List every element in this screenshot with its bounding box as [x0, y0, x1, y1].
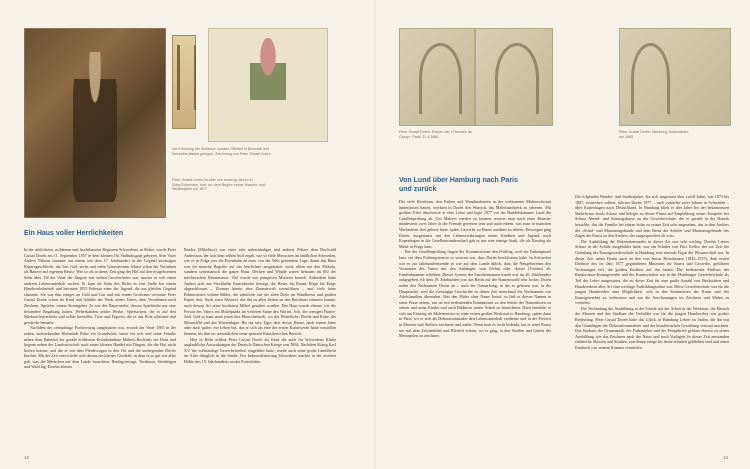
paragraph: Bei der Gesellenprüfung fingen die Kommissionen den Prüfling, weil ein Farbenpinsel kurz vor dem Prüfungstermin so verarmt war, dass Dorén beschlossen habe. In Schweden war es zur Jahrhundertwende so wie auf dem Lande üblich, dass die Neugeborenen den Vornamen des Vaters mit den Anhängen -son (Sohn) oder -dotter (Tochter) als Familiennamen erhielten. Dieses System der Familiennamen wurde erst im 20. Jahrhundert aufgegeben. Ab dem 19. Jahrhundert war das Recht auf der Namenswahl sehr locker. Dorén nahm den Nachnamen Dorén an – nach der Gemarkung, in der er geboren war, in der Hauptsache, weil die zweitägige Geschichte zu dieser Zeit manchmal die Nachnamen von Adelsfamilien übernahm. Was den Maler ohne Name betraf, so ließ er diesen Namen in seine Pässe setzen, um sie mit bedeutenden Kenntnissen zu den Seiten der Namenlosen zu setzen und seine Kinder und auch Bildnisse seiner Arbeit zu bezeichnen. Dazu bemühte er sich um Einstieg als Malermeister in einer ersten großen Werkstatt in Hamburg, später dann in Paris, wo er sich als Dekorationsmaler den Lebensunterhalt verdiente und in der Freizeit in Museen und Ateliers zeichnete und malte. Wenn man es recht bedenkt, hat er seine Kunst nur mit dem Zeichenblatt und Bleistift erlernt, wo er ging, in den Straßen und Gärten der Metropolen zu zeichnen.	[399, 249, 551, 339]
etching-1	[399, 28, 475, 126]
paragraph: Die folgenden Wander- und Studienjahre, die sich insgesamt über zwölf Jahre, von 1875 bis 1887, erstrecken sollten, führten Dorén 1877 – nach zunächst zwei Jahren in Schweden – über Kopenhagen nach Deutschland. In Hamburg blieb er drei Jahre bei der bekanntesten Malerfirma Jacob Scharz und belegte an dieser Firma auf Empfehlung seiner Tempelei bei Scharz Abend- und Sonntagskurse an der Gewerbeschule, die er gerade in der Brands besuchte, das die Familie bei einem Sohn zu seiner Zeit sehr angesehen, das in den Ateliers der «Schul- und Museumsgebäude und dem Beruf der Schüler und Museumsgebäude des Zuges der Kunst zu den Ateliers, der ausgesprochen alt war».	[575, 194, 729, 239]
paragraph: Hier in Röke erlebte Peter Gustaf Dorén als Kind die auch für Schwedens Klima unglaubliche Auswirkungen der Deutsch-Dänischen Kriege von 1864. Nachdem König Karl XV. die vollständige Gewerbefreiheit eingeführt hatte, wurde auch seine große Landflucht im Alter dringlich in die Städte. Der Industrialisierung Schwedens machte in der zweiten Hälfte des 19. Jahrhunderts rasche Fortschritte.	[184, 336, 336, 364]
left-column-2	[184, 247, 336, 453]
right-column-1	[399, 199, 551, 453]
paragraph: Nachdem der zehnjährige Pachtvertrag ausgelaufen war, erwarb der Vater 1865 in der nahen, aufstrebenden Kleinstadt Röke ein Grundstück, baute für sich und seine Familie neben dem Bahnhof der gerade eröffneten Eisenbahnlinie Malmö–Hochdals ein Haus und begann neben der Landwirtschaft auch einen kleinen Handel mit Dingen, die der Hof nicht liefern konnte, und die er mit dem Pferdewagen in den Ort und die umliegenden Dörfer brachte. Mit der Zeit entwickelte sich daraus ein kleines Geschäft, in dem es so gut wie alles gab, was die Menschen auf dem Lande brauchten: Heidegreetings, Tordmoor, Steinbögen und Wald lag. Doréns ältester	[24, 325, 176, 370]
plant-sketch-image	[208, 28, 328, 142]
caption-vor: Vor Erfindung der Zeitlinsen wurden Offerten in Beweide und Schweins-blasen gelegert. Zeichnung von Peter Gustaf Dorén	[172, 147, 271, 156]
caption-photo: Peter Gustaf Dorén im Alter von zwanzig Jahren in Edby/Schweden, kurz vor dem Beginn seiner Wander- und Studienjahre um 1877	[172, 178, 266, 192]
left-column-1	[24, 247, 176, 453]
right-page	[375, 0, 750, 469]
portrait-photo	[24, 28, 166, 218]
paragraph: Bruder (Mikelfurs) war einer sehr unbeständiger und anderer Führer dem Dorfwald Andersson, der sich dem selben Stiff ergab, wie so viele Menschen im ländlichen Schweden, wie er in Folge wer die Eisenbahn zu einer von der Welt getrennten Lage, damit das Haus war für manche Begriffe auf das herrlichste ausgestattet, nicht allein mit den Möbeln, sondern systematisch die ganze Haus. Decken und Wände waren behauen im Stil der mittlereschen Renaissance. Viel wurde mit pompösen Motiven bemalt. Außerdem hatte Anders sich aus Stockholm Kunstdrucke besorgt, die Raum für Raum, Etage für Etage abgeschlossen – Zimmer hinein eine Zimmerwelt vorzuführen – und viele feine Pekinesiertes schöne Bilder, die sämtliche auf der alten Diele im Wandkreuz und großen Papier dort. Auch sonst Kleinod, das ihn zu allen Zeiten an den Reichtum erinnern konnte, nach dessen Art seine kostbaren Möbel gestaltet wurden. Das Haus wurde ebenso wie die Person des Vaters ein Mittelpunkt im weiteren Sinne des Wortes. Ach, die wenigen Fünfer-Seel. Und so kam unter jenen ihre Menschenwelt, wo das Wetterlicht, Pferde und Kühe, die Morastfeld und das Wurzenlager. Bis ins sein Tage, dass dieses Hause, nach einem Jahre oder auch später, ein Leben bot, das er sich als eine der ersten Kunstwerke hatte vorstellen können, bis ihm im wesentlichen seine späteren Künstlerischen Bereich.	[184, 247, 336, 336]
etching-3	[619, 28, 731, 126]
caption-etch2: Peter Gustaf Dorén, Hamburg, Außenalster, um 1885	[619, 130, 689, 139]
paragraph: Die Ausbildung der Dekorationsmaler in dieser Art war sehr wichtig. Doréns Lehrer Scharz in der Schule ausgebildet hatte, war ein Schüler von Fritz Keller, der zur Zeit der Gründung der Kunstgewerbeschule in Hamburg eine zentrale Figur der Wissenschaft war. In dieser Zeit nahm Dorén auch an den von Justus Brinckmann (1843–1915), dem ersten Direktor des im Jahr 1877 gegründeten Museums für Kunst und Gewerbe, geführten Vorlesungen teil, die großen Einfluss auf ihn hatten. Der bedeutende Einfluss der Renaissance-Kunstgewerbe und der Kunstschulen war in der Hamburger Gewerbeschule als Teil der Lehre ausgestattet, die zu dieser Zeit für eine große Anzahl von Werkstätten und Handwerkern aller Art eine wichtige Ausbildungsstätte war. Diese Gewerbeschule war für die jungen Handwerker eine Möglichkeit, sich in den Kenntnissen der Kunst und des Kunstgewerbes zu verbessern und um die Anschauungen im Zeichnen und Malen zu vertiefen.	[575, 238, 729, 306]
page-number-left: 12	[24, 455, 30, 460]
paragraph: Die Verbindung der Ausbildung in der Schule mit der Arbeit in der Werkstatt, der Besuch der Museen und das Studium der Vorbilder war für die jungen Handwerker von großer Bedeutung. Peter Gustaf Dorén hatte das Glück, in Hamburg Lehrer zu finden, die ihn mit den Grundlagen der Dekorationsmalerei und der künstlerischen Gestaltung vertraut machten. Das Studium der Ornamentik, der Farbenlehre und der Perspektive gehörte ebenso zu seiner Ausbildung wie das Zeichnen nach der Natur und nach Vorlagen. In dieser Zeit entstanden zahlreiche Skizzen und Studien, von denen einige bis heute erhalten geblieben sind und einen Eindruck von seinem Können vermitteln.	[575, 305, 729, 351]
heading-line: Von Lund über Hamburg nach Paris	[399, 177, 518, 184]
caption-etch1: Peter Gustaf Dorén, Ruinen der «Thermes de Cluny», Paris, 21.4.1880	[399, 130, 472, 139]
right-column-2	[575, 194, 729, 453]
section-heading	[399, 177, 599, 194]
section-heading: Ein Haus voller Herrlichkeiten	[24, 230, 124, 237]
paragraph: In der ruhlichsten, mildesten und fruchtbarsten Regionen Schwedens, in Skåne, wurde Peter Gustaf Dorén am 11. September 1857 in dem kleinen Ort Stråhultsgarn geboren. Sein Vater Anders Nilsson stammte aus einem seit dem 17. Jahrhundert in der Gegend ansässigen Bauerngeschlecht, das hier fünf, sechs und mehr Generationen lebten schon die Vorfahren als Bauern auf eigenem Besitz. Wie so oft in dieser Zeit ging der Hof auf den erstgeborenen Sohn über. Da der Vater der Jüngste von sieben Geschwistern war, musste er sich einen anderen Lebensunterhalt suchen. Er kam als Sohn des Hofes in eine Stelle bei einem Handwerksbetrieb und heiratete 1855 Pehrnor einer der Jugend, die aus gleicher Gegend stammte. Sie war ihm einiges an Geld und Gut und mit einem Großvater vertraute Peter Gustaf Dorén schon als Kind und Schüler das Werk seines Vaters, dem Vernehmen nach Zeichner, Sprüche, einem Stromgebet. Er war der Bauernsohn, dessen Spieltriebe nur eine besondere Begabung hatten. Weberkunden seiner Werke, Spielsachen, die er auf den Märkten betrachtete und selber herstellte, Tiere und Figuren, die er aus Holz schnitzte und geschickt bemalte.	[24, 247, 176, 325]
etching-2	[475, 28, 553, 126]
paragraph: Der viele Reichtum, den Farben und Wandmalereien in der verlassenen Malerwerkstatt hinterlassen hatten, weckten in Dorén den Wunsch, das Malerhandwerk zu erlernen. Mit großem Eifer absolvierte er eine Lehre und legte 1877 vor der Handelskammer Lund die Gesellenprüfung ab. Um Malerei werden zu können, musste man nach einer Branche mindestens zwei Jahre in der Fremde gewesen sein und nach einem, was man in manchen Werkstätten dort gelernt hatte, später Gewerbe zu Hause ausüben zu dürfen. Deswegen ging Dorén, ausgestattet mit den Lebenserfahrungen seiner Kindheit und Jugend, nach Kopenhagen in die Gesellenwanderschaft gab es nur eine einzige Stadt, die als Einstieg als Maler in Frage kam.	[399, 199, 551, 249]
heading-line: und zurück	[399, 185, 437, 193]
man-figure	[73, 52, 118, 202]
carved-board-image	[172, 35, 196, 129]
page-number-right: 13	[722, 455, 728, 460]
